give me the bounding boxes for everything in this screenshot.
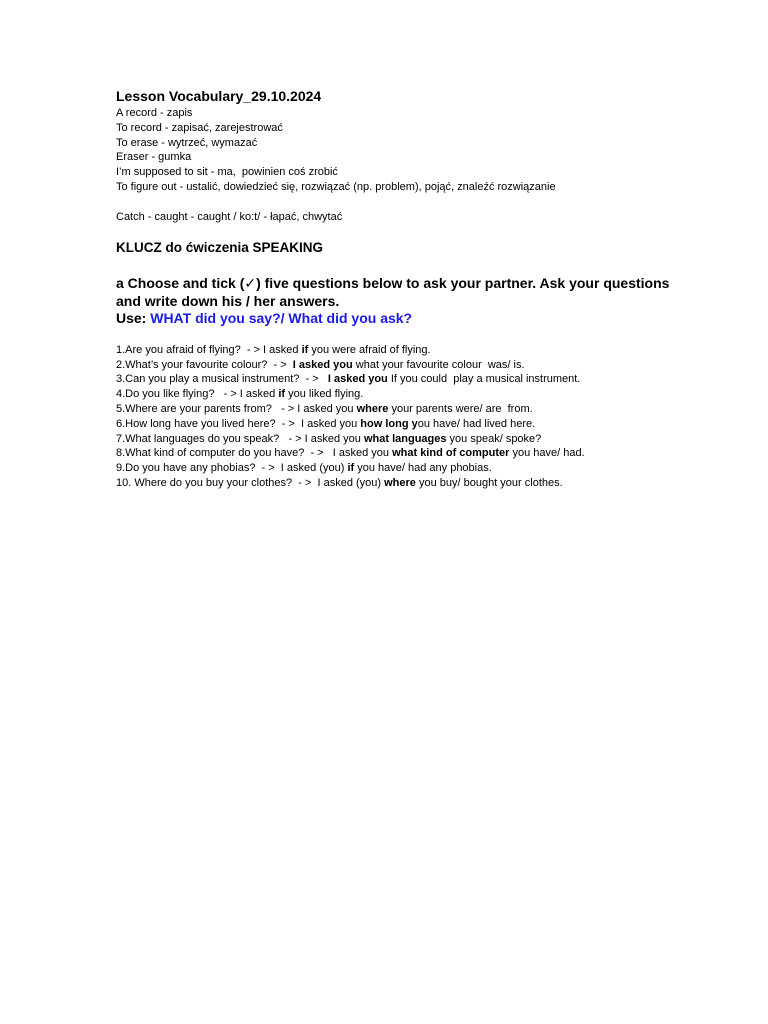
spacer (116, 195, 716, 210)
vocab-item: To erase - wytrzeć, wymazać (116, 136, 258, 149)
list-item: 7.What languages do you speak? - > I asked you what languages you speak/ spoke? (116, 432, 542, 445)
list-item: 3.Can you play a musical instrument? - > I asked you If you could play a musical instrument. (116, 373, 581, 386)
answer-list (116, 343, 716, 491)
task-line-2: and write down his / her answers. (116, 292, 340, 309)
vocab-item: Eraser - gumka (116, 151, 192, 164)
use-value: WHAT did you say?/ What did you ask? (150, 310, 413, 327)
list-item: 1.Are you afraid of flying? - > I asked if you were afraid of flying. (116, 343, 431, 356)
task-line-1: a Choose and tick (✓) five questions below to ask your partner. Ask your questions (116, 275, 670, 292)
list-item: 2.What’s your favourite colour? - > I asked you what your favourite colour was/ is. (116, 358, 525, 371)
use-line (116, 310, 716, 328)
key-heading: KLUCZ do ćwiczenia SPEAKING (116, 240, 324, 256)
use-label: Use: (116, 310, 151, 327)
list-item: 5.Where are your parents from? - > I asked you where your parents were/ are from. (116, 403, 533, 416)
vocab-item: A record - zapis (116, 107, 193, 119)
list-item: 9.Do you have any phobias? - > I asked (you) if you have/ had any phobias. (116, 462, 492, 475)
vocab-item: To figure out - ustalić, dowiedzieć się, rozwiązać (np. problem), pojąć, znaleźć rozwiązanie (116, 180, 556, 193)
list-item: 4.Do you like flying? - > I asked if you liked flying. (116, 388, 364, 401)
document-page (116, 86, 716, 491)
vocab-item: I’m supposed to sit - ma, powinien coś zrobić (116, 166, 338, 179)
document-title: Lesson Vocabulary_29.10.2024 (116, 88, 322, 104)
list-item: 8.What kind of computer do you have? - > I asked you what kind of computer you have/ had. (116, 447, 585, 460)
vocab-item: To record - zapisać, zarejestrować (116, 121, 283, 134)
list-item: 6.How long have you lived here? - > I asked you how long you have/ had lived here. (116, 417, 536, 430)
task-instructions (116, 275, 716, 328)
vocabulary-list (116, 106, 716, 195)
list-item: 10. Where do you buy your clothes? - > I asked (you) where you buy/ bought your clothes. (116, 477, 563, 490)
catch-line: Catch - caught - caught / ko:t/ - łapać, chwytać (116, 210, 343, 223)
